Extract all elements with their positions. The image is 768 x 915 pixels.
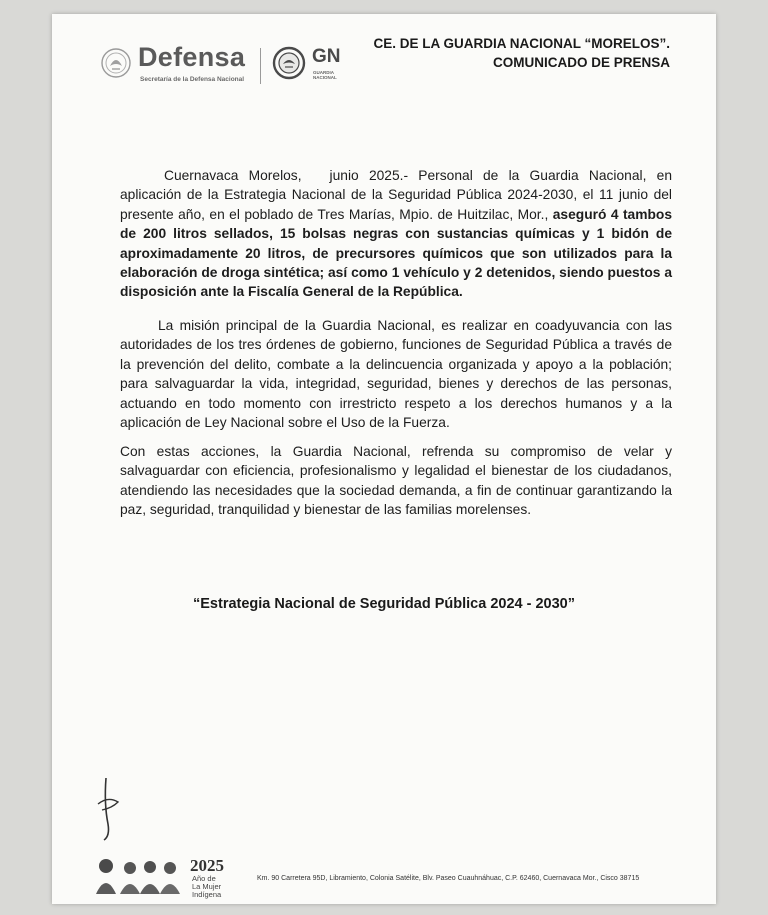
- paragraph-1: [120, 166, 672, 302]
- defensa-logo-subtitle: Secretaría de la Defensa Nacional: [140, 76, 245, 83]
- gn-subtitle-line1: GUARDIA: [313, 70, 334, 75]
- gn-logo-subtitle: [313, 70, 337, 80]
- year-subtitle-line1: Año de: [192, 874, 216, 883]
- gn-subtitle-line2: NACIONAL: [313, 75, 337, 80]
- footer-address: Km. 90 Carretera 95D, Libramiento, Colonia Satélite, Blv. Paseo Cuauhnáhuac, C.P. 62460, Cuernavaca Mor., Cisco 38715: [257, 875, 640, 882]
- guardia-nacional-emblem-icon: [272, 46, 306, 80]
- mexico-seal-icon: [100, 46, 132, 80]
- year-2025-subtitle: [192, 875, 221, 899]
- handwritten-signature: [92, 774, 132, 844]
- year-subtitle-line2: La Mujer: [192, 882, 222, 891]
- paragraph-1-bold-text: aseguró 4 tambos de 200 litros sellados, 15 bolsas negras con sustancias químicas y 1 bidón de aproximadamente 20 litros, de precursores químicos que son utilizados para la elaboración de droga sintética; así como 1 vehículo y 2 detenidos, siendo puestos a disposición ante la Fiscalía General de la República.: [120, 206, 673, 300]
- header-logos: [100, 40, 360, 100]
- paragraph-1-text: junio 2025.- Personal de la Guardia Nacional, en aplicación de la Estrategia Nacional de la Seguridad Pública 2024-2030, el 11 junio del presente año, en el poblado de Tres Marías, Mpio. de Huitzilac, Mor.,: [120, 168, 672, 222]
- paragraph-2-text: La misión principal de la Guardia Nacional, es realizar en coadyuvancia con las autoridades de los tres órdenes de gobierno, funciones de Seguridad Pública a través de la prevención del delito, combate a la delincuencia organizada y apoyo a la población; para salvaguardar la vida, integridad, seguridad, bienes y derechos de las personas, actuando en todo momento con irrestricto respeto a los derechos humanos y a la aplicación de Ley Nacional sobre el Uso de la Fuerza.: [120, 318, 672, 431]
- header-title-line2: COMUNICADO DE PRENSA: [492, 55, 670, 70]
- year-subtitle-line3: Indígena: [192, 890, 222, 899]
- gn-logo-text: GN: [312, 46, 341, 67]
- paragraph-3-text: Con estas acciones, la Guardia Nacional, refrenda su compromiso de velar y salvaguardar con eficiencia, profesionalismo y legalidad el bienestar de los ciudadanos, atendiendo las necesidades que la sociedad demanda, a fin de continuar garantizando la paz, seguridad, tranquilidad y bienestar de las familias morelenses.: [120, 444, 672, 518]
- year-2025-logo: 2025: [190, 856, 224, 875]
- logo-divider: [260, 48, 261, 84]
- indigenous-women-illustration: [92, 856, 182, 896]
- header-title-line1: CE. DE LA GUARDIA NACIONAL “MORELOS”.: [373, 36, 670, 51]
- defensa-logo-text: Defensa: [138, 42, 246, 72]
- document-page: [52, 14, 716, 904]
- slogan: “Estrategia Nacional de Seguridad Pública 2024 - 2030”: [193, 596, 575, 612]
- paragraph-1-city: Cuernavaca Morelos,: [164, 168, 302, 183]
- document-header-title: [373, 34, 670, 72]
- paragraph-3: [120, 442, 672, 520]
- paragraph-2: [120, 316, 672, 432]
